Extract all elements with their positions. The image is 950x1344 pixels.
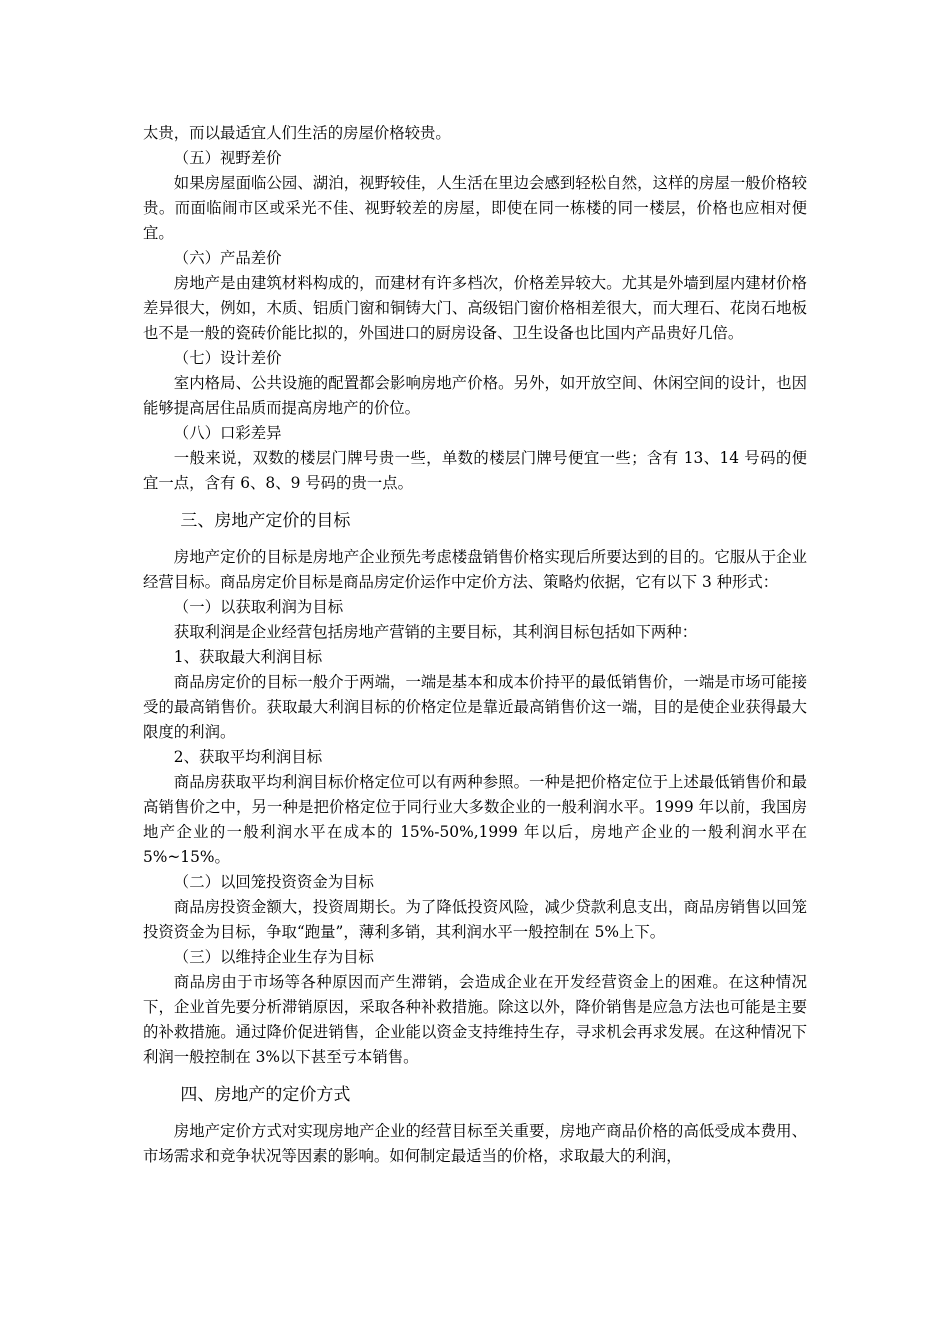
subheading-view-price: （五）视野差价 [173, 149, 282, 167]
subheading-avg-profit: 2、获取平均利润目标 [173, 748, 323, 766]
subheading-lucky-number: （八）口彩差异 [173, 424, 282, 442]
subheading-product-price: （六）产品差价 [173, 249, 282, 267]
section-heading-pricing-goals: 三、房地产定价的目标 [180, 511, 351, 531]
paragraph-lucky-number: 一般来说，双数的楼层门牌号贵一些，单数的楼层门牌号便宜一些；含有 13、14 号码的便宜一点，含有 6、8、9 号码的贵一点。 [143, 449, 807, 492]
paragraph-continuation: 太贵，而以最适宜人们生活的房屋价格较贵。 [143, 124, 451, 142]
paragraph-pricing-goals-intro: 房地产定价的目标是房地产企业预先考虑楼盘销售价格实现后所要达到的目的。它服从于企业经营目标。商品房定价目标是商品房定价运作中定价方法、策略灼依据，它有以下 3 种形式： [143, 548, 807, 591]
subheading-recover-capital: （二）以回笼投资资金为目标 [173, 873, 374, 891]
paragraph-recover-capital: 商品房投资金额大，投资周期长。为了降低投资风险，减少贷款利息支出，商品房销售以回笼投资资金为目标，争取“跑量”，薄利多销，其利润水平一般控制在 5%上下。 [143, 898, 807, 941]
subheading-max-profit: 1、获取最大利润目标 [173, 648, 323, 666]
subheading-design-price: （七）设计差价 [173, 349, 282, 367]
paragraph-view-price: 如果房屋面临公园、湖泊，视野较佳，人生活在里边会感到轻松自然，这样的房屋一般价格较贵。而面临闹市区或采光不佳、视野较差的房屋，即使在同一栋楼的同一楼层，价格也应相对便宜。 [143, 174, 807, 242]
paragraph-profit-goal: 获取利润是企业经营包括房地产营销的主要目标，其利润目标包括如下两种： [173, 623, 698, 641]
subheading-profit-goal: （一）以获取利润为目标 [173, 598, 344, 616]
paragraph-max-profit: 商品房定价的目标一般介于两端，一端是基本和成本价持平的最低销售价，一端是市场可能接受的最高销售价。获取最大利润目标的价格定位是靠近最高销售价这一端，目的是使企业获得最大限度的利润。 [143, 673, 807, 741]
paragraph-survival: 商品房由于市场等各种原因而产生滞销，会造成企业在开发经营资金上的困难。在这种情况下，企业首先要分析滞销原因，采取各种补救措施。除这以外，降价销售是应急方法也可能是主要的补救措施。通过降价促进销售，企业能以资金支持维持生存，寻求机会再求发展。在这种情况下利润一般控制在 3%以下甚至亏本销售。 [143, 973, 807, 1066]
paragraph-avg-profit: 商品房获取平均利润目标价格定位可以有两种参照。一种是把价格定位于上述最低销售价和最高销售价之中，另一种是把价格定位于同行业大多数企业的一般利润水平。1999 年以前，我国房地产企业的一般利润水平在成本的 15%-50%,1999 年以后，房地产企业的一般利润水平在 5%~15%。 [143, 773, 807, 866]
paragraph-product-price: 房地产是由建筑材料构成的，而建材有许多档次，价格差异较大。尤其是外墙到屋内建材价格差异很大，例如，木质、铝质门窗和铜铸大门、高级铝门窗价格相差很大，而大理石、花岗石地板也不是一般的瓷砖价能比拟的，外国进口的厨房设备、卫生设备也比国内产品贵好几倍。 [143, 274, 807, 342]
paragraph-pricing-methods-intro: 房地产定价方式对实现房地产企业的经营目标至关重要，房地产商品价格的高低受成本费用、市场需求和竞争状况等因素的影响。如何制定最适当的价格，求取最大的利润， [143, 1122, 807, 1165]
paragraph-design-price: 室内格局、公共设施的配置都会影响房地产价格。另外，如开放空间、休闲空间的设计，也因能够提高居住品质而提高房地产的价位。 [143, 374, 807, 417]
document-page [143, 121, 807, 1169]
subheading-survival: （三）以维持企业生存为目标 [173, 948, 374, 966]
section-heading-pricing-methods: 四、房地产的定价方式 [180, 1085, 351, 1105]
